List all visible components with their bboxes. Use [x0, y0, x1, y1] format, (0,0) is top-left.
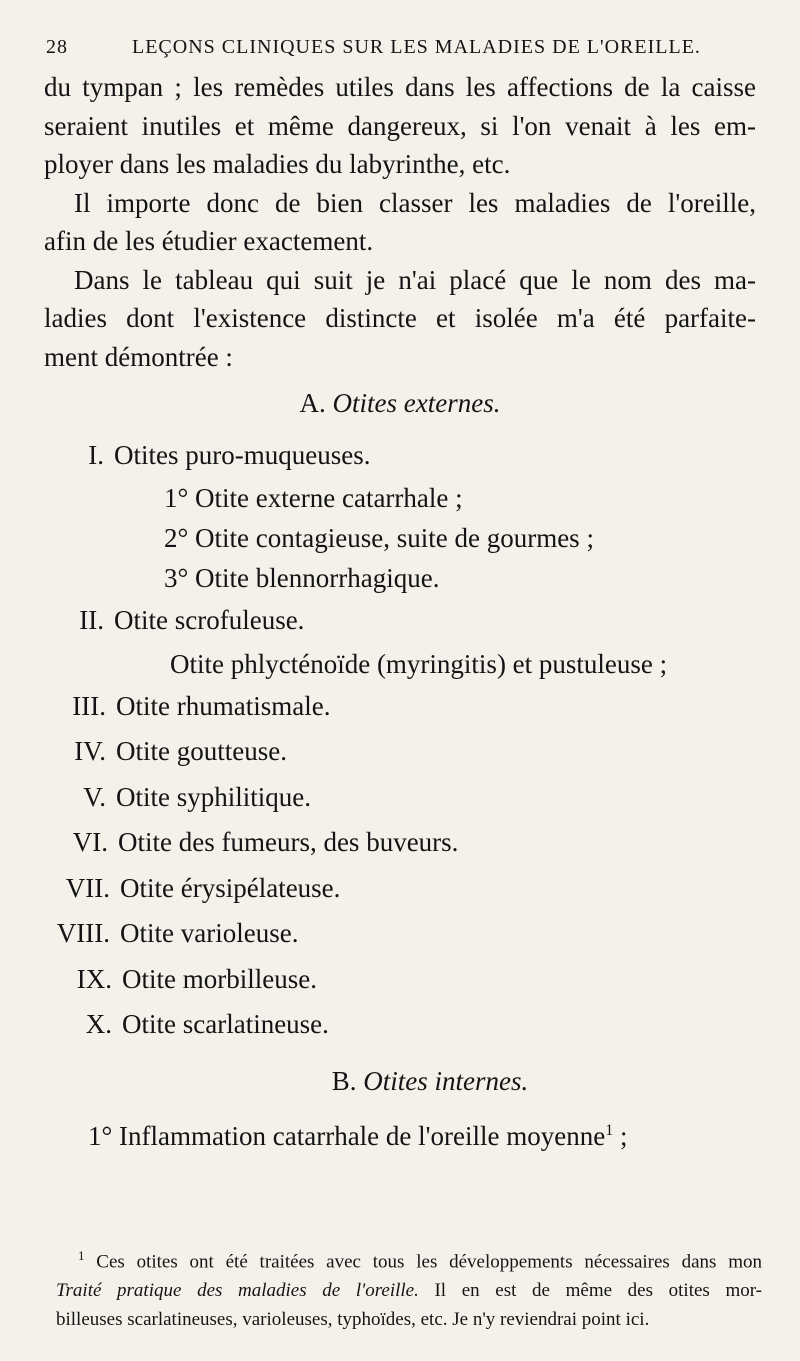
list-item — [44, 866, 756, 912]
footnote-line — [56, 1276, 762, 1305]
sublist-item: 3° Otite blennorrhagique. — [164, 563, 440, 593]
section-heading-a — [44, 384, 756, 423]
sublist-item: 1° Otite externe catarrhale ; — [164, 483, 463, 513]
sublist-item: 2° Otite contagieuse, suite de gourmes ; — [164, 523, 594, 553]
footnote-text: Il en est de même des otites mor- — [418, 1280, 763, 1302]
list-item — [44, 1002, 756, 1048]
item-label: Otite scrofuleuse. — [114, 605, 305, 635]
item-numeral: VIII. — [56, 918, 110, 948]
footnote-text: Ces otites ont été traitées avec tous les développements nécessaires dans mon — [96, 1251, 763, 1273]
list-item — [44, 911, 756, 957]
item-punctuation: ; — [613, 1121, 628, 1151]
list-item — [44, 1108, 756, 1154]
item-numeral: I. — [88, 439, 104, 470]
item-numeral: VII. — [65, 872, 110, 903]
section-heading-b — [44, 1062, 756, 1101]
list-item — [44, 957, 756, 1003]
text-line: Il importe donc de bien classer les maladies de l'oreille, — [74, 187, 756, 218]
list-item — [44, 729, 756, 775]
footnote-line — [56, 1241, 762, 1276]
running-title: LEÇONS CLINIQUES SUR LES MALADIES DE L'OREILLE. — [132, 36, 701, 58]
list-item — [44, 598, 756, 644]
item-numeral: VI. — [72, 827, 108, 857]
section-title: Otites externes. — [332, 388, 501, 418]
sublist — [44, 478, 756, 598]
item-numeral: II. — [79, 605, 104, 635]
text-line: Dans le tableau qui suit je n'ai placé que le nom des ma- — [74, 264, 756, 295]
section-title: Otites internes. — [363, 1065, 529, 1096]
list-item — [44, 820, 756, 866]
item-numeral: V. — [83, 781, 106, 812]
footnote — [56, 1241, 762, 1334]
text-line: ployer dans les maladies du labyrinthe, etc. — [44, 149, 511, 179]
item-numeral: IX. — [76, 963, 112, 994]
footnote-mark: 1 — [78, 1248, 85, 1263]
item-numeral: X. — [85, 1009, 112, 1039]
item-label: Otite scarlatineuse. — [122, 1009, 329, 1039]
sublist-item: Otite phlycténoïde (myringitis) et pustuleuse ; — [170, 648, 668, 679]
section-letter: A. — [299, 388, 326, 418]
item-label: Otite varioleuse. — [120, 918, 299, 948]
classification-list — [44, 433, 756, 1048]
list-item — [44, 433, 756, 479]
item-label: Otite érysipélateuse. — [120, 872, 341, 903]
page-number: 28 — [46, 36, 68, 58]
footnote-line: billeuses scarlatineuses, varioleuses, typhoïdes, etc. Je n'y reviendrai point ici. — [56, 1309, 650, 1331]
body-text — [44, 68, 756, 1154]
section-letter: B. — [331, 1065, 357, 1096]
text-line: du tympan ; les remèdes utiles dans les affections de la caisse — [44, 72, 756, 102]
footnote-book-title: Traité pratique des maladies de l'oreille. — [56, 1280, 419, 1302]
item-label: Otite rhumatismale. — [116, 690, 331, 721]
item-numeral: III. — [72, 690, 106, 721]
list-item — [44, 775, 756, 821]
item-label: Otite des fumeurs, des buveurs. — [118, 827, 459, 857]
text-line: ment démontrée : — [44, 341, 233, 372]
item-label: 1° Inflammation catarrhale de l'oreille moyenne — [88, 1121, 606, 1151]
text-line: seraient inutiles et même dangereux, si l'on venait à les em- — [44, 110, 756, 141]
item-label: Otite goutteuse. — [116, 736, 287, 766]
item-label: Otites puro-muqueuses. — [114, 439, 371, 470]
item-label: Otite syphilitique. — [116, 781, 311, 812]
text-line: ladies dont l'existence distincte et isolée m'a été parfaite- — [44, 303, 756, 333]
footnote-reference[interactable]: 1 — [605, 1122, 614, 1139]
sublist — [44, 644, 756, 684]
list-item — [44, 684, 756, 730]
text-line: afin de les étudier exactement. — [44, 226, 374, 256]
item-numeral: IV. — [74, 736, 106, 766]
item-label: Otite morbilleuse. — [122, 963, 317, 994]
